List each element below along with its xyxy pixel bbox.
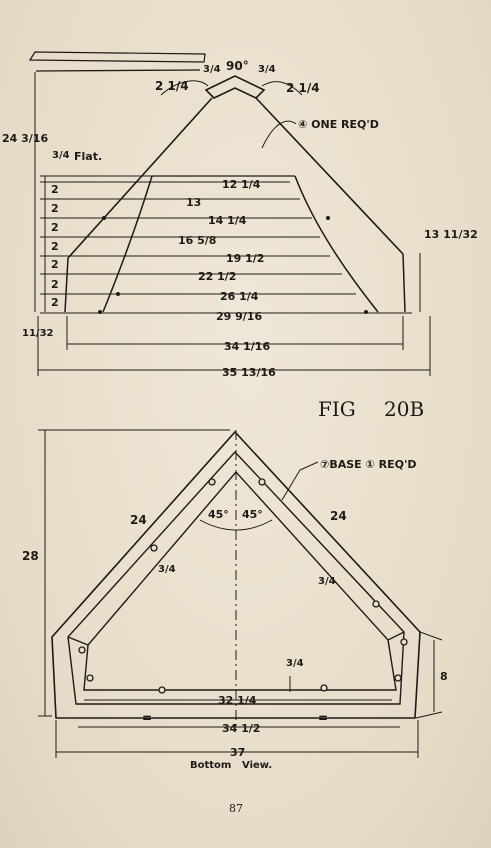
caption-view: View.: [242, 760, 273, 771]
flat-note: Flat.: [74, 150, 103, 163]
inner-right-curve: [295, 176, 378, 312]
svg-text:22 1/2: 22 1/2: [198, 270, 237, 283]
outer-width-dim: 37: [230, 746, 246, 759]
svg-text:14 1/4: 14 1/4: [208, 214, 247, 227]
svg-text:29 9/16: 29 9/16: [216, 310, 263, 323]
width-labels: [178, 178, 276, 379]
angle-left: 45°: [208, 508, 229, 521]
bottom-left-dim: 11/32: [22, 328, 54, 339]
caption-bottom: Bottom: [190, 760, 232, 771]
thickness-bottom: 3/4: [286, 658, 304, 669]
top-board-edge: [36, 70, 200, 71]
left-end-line: [65, 258, 68, 312]
side-dim-right: 2 1/4: [286, 81, 320, 95]
apex-frac-right: 3/4: [258, 64, 276, 75]
side-dim-8: 8: [440, 670, 448, 683]
top-callout: ④ ONE REQ'D: [298, 118, 379, 131]
svg-text:26 1/4: 26 1/4: [220, 290, 259, 303]
side-dim-left: 2 1/4: [155, 79, 189, 93]
svg-text:2: 2: [51, 202, 59, 215]
inner-left-curve: [103, 176, 152, 312]
base-inner-outline: [84, 472, 396, 690]
svg-text:2: 2: [51, 296, 59, 309]
svg-text:16 5/8: 16 5/8: [178, 234, 217, 247]
base-height-dim: 28: [22, 549, 39, 563]
page-number: 87: [229, 802, 243, 815]
svg-text:2: 2: [51, 240, 59, 253]
right-height-dim: 13 11/32: [424, 228, 478, 241]
base-callout: ⑦BASE ① REQ'D: [320, 458, 417, 471]
svg-text:2: 2: [51, 258, 59, 271]
svg-text:2: 2: [51, 221, 59, 234]
svg-text:2: 2: [51, 183, 59, 196]
edge-dim-left: 24: [130, 513, 147, 527]
svg-text:35 13/16: 35 13/16: [222, 366, 276, 379]
angle-right: 45°: [242, 508, 263, 521]
right-end-line: [403, 254, 405, 312]
equal-mark-left: =: [142, 711, 153, 725]
top-height-dim: 24 3/16: [2, 132, 49, 145]
flat-note-frac: 3/4: [52, 150, 70, 161]
spacing-labels: [51, 183, 59, 309]
svg-text:19 1/2: 19 1/2: [226, 252, 265, 265]
apex-block: [206, 76, 264, 98]
apex-angle-label: 90°: [226, 59, 249, 73]
mid-width-dim: 34 1/2: [222, 722, 261, 735]
inner-width-dim: 32 1/4: [218, 694, 257, 707]
svg-text:34 1/16: 34 1/16: [224, 340, 271, 353]
equal-mark-right: =: [318, 711, 329, 725]
figure-label: FIG: [318, 397, 356, 421]
figure-number: 20B: [384, 397, 425, 421]
apex-frac-left: 3/4: [203, 64, 221, 75]
svg-text:2: 2: [51, 278, 59, 291]
svg-text:12 1/4: 12 1/4: [222, 178, 261, 191]
thickness-right: 3/4: [318, 576, 336, 587]
thickness-left: 3/4: [158, 564, 176, 575]
svg-text:13: 13: [186, 196, 202, 209]
edge-dim-right: 24: [330, 509, 347, 523]
top-board-outline: [30, 52, 205, 62]
